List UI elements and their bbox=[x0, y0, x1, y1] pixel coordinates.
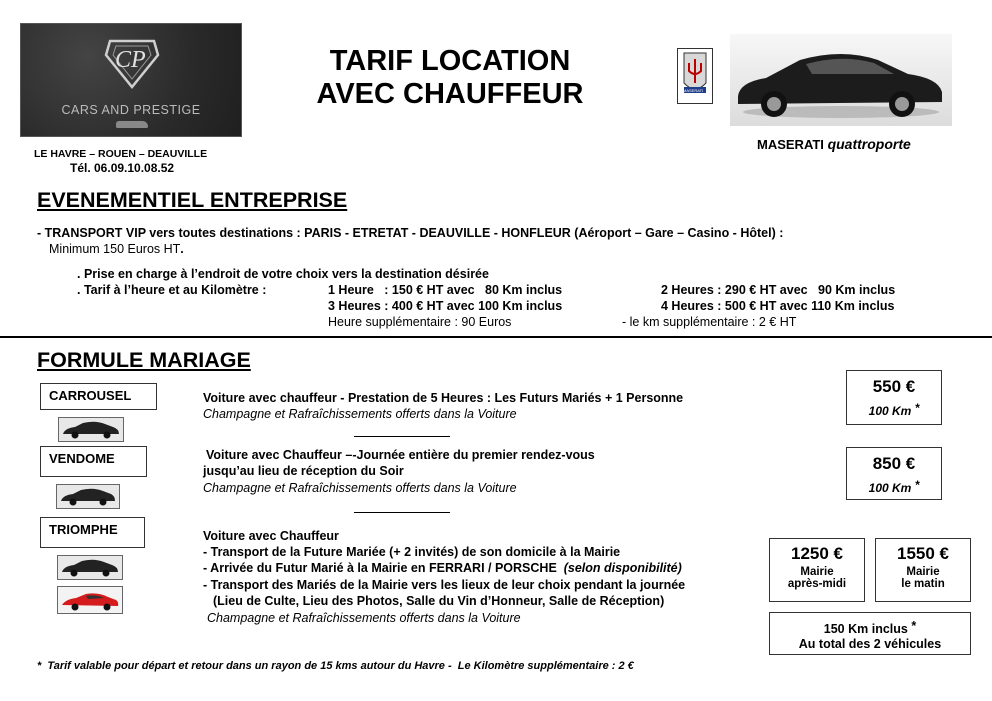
rate-4h: 4 Heures : 500 € HT avec 110 Km inclus bbox=[661, 299, 895, 313]
carrousel-star: * bbox=[914, 401, 920, 415]
ferrari-thumbnail bbox=[57, 586, 123, 614]
price-morning-label-2: le matin bbox=[901, 578, 945, 590]
triomphe-km-line-1 bbox=[770, 619, 970, 636]
rate-label: . Tarif à l’heure et au Kilomètre : bbox=[77, 283, 267, 297]
vendome-km bbox=[847, 478, 941, 495]
price-afternoon-label-2: après-midi bbox=[787, 578, 847, 590]
triomphe-km-value: 150 Km inclus bbox=[823, 622, 908, 636]
logo-monogram: CP bbox=[115, 47, 146, 73]
minimum-text: Minimum 150 Euros HT. bbox=[49, 242, 184, 256]
car-icon bbox=[116, 121, 148, 128]
triomphe-line-3 bbox=[203, 561, 682, 575]
separator bbox=[354, 512, 450, 513]
carrousel-km bbox=[847, 401, 941, 418]
vendome-price: 850 € bbox=[872, 454, 916, 473]
maserati-logo bbox=[677, 48, 713, 104]
car-caption bbox=[757, 136, 911, 152]
package-triomphe: TRIOMPHE bbox=[40, 517, 145, 548]
car-make: MASERATI bbox=[757, 137, 824, 152]
price-morning-label-1: Mairie bbox=[906, 566, 940, 578]
price-afternoon-label-1: Mairie bbox=[800, 566, 834, 578]
minimum-value: Minimum 150 Euros HT bbox=[49, 242, 181, 256]
triomphe-line-3-text: - Arrivée du Futur Marié à la Mairie en FERRARI / PORSCHE bbox=[203, 561, 557, 575]
rate-3h: 3 Heures : 400 € HT avec 100 Km inclus bbox=[328, 299, 563, 313]
car-model: quattroporte bbox=[827, 136, 911, 152]
rate-1h: 1 Heure : 150 € HT avec 80 Km inclus bbox=[328, 283, 563, 297]
service-cities: LE HAVRE – ROUEN – DEAUVILLE bbox=[34, 148, 208, 160]
title-line-1: TARIF LOCATION bbox=[329, 45, 571, 77]
triomphe-line-4: - Transport des Mariés de la Mairie vers les lieux de leur choix pendant la journée bbox=[203, 578, 686, 592]
carrousel-price-box bbox=[846, 370, 942, 425]
page-title bbox=[290, 45, 610, 111]
logo-brand: CARS AND PRESTIGE bbox=[61, 103, 201, 117]
triomphe-line-5: (Lieu de Culte, Lieu des Photos, Salle du Vin d’Honneur, Salle de Réception) bbox=[213, 594, 665, 608]
triomphe-availability: (selon disponibilité) bbox=[563, 561, 682, 575]
triomphe-price-afternoon bbox=[769, 538, 865, 602]
rate-2h: 2 Heures : 290 € HT avec 90 Km inclus bbox=[661, 283, 896, 297]
extra-km: - le km supplémentaire : 2 € HT bbox=[622, 315, 797, 329]
maserati-badge-text: MASERATI bbox=[683, 88, 704, 93]
package-carrousel: CARROUSEL bbox=[40, 383, 157, 410]
vendome-km-value: 100 Km bbox=[868, 481, 912, 495]
corporate-heading: EVENEMENTIEL ENTREPRISE bbox=[37, 188, 348, 212]
triomphe-star: * bbox=[911, 619, 917, 633]
carrousel-note: Champagne et Rafraîchissements offerts dans la Voiture bbox=[203, 407, 517, 421]
phone-number: Tél. 06.09.10.08.52 bbox=[70, 161, 175, 175]
vendome-note: Champagne et Rafraîchissements offerts dans la Voiture bbox=[203, 481, 517, 495]
triomphe-km-box bbox=[769, 612, 971, 655]
vendome-star: * bbox=[914, 478, 920, 492]
wedding-heading: FORMULE MARIAGE bbox=[37, 348, 251, 372]
sedan-icon bbox=[59, 418, 123, 441]
package-vendome: VENDOME bbox=[40, 446, 147, 477]
carrousel-desc: Voiture avec chauffeur - Prestation de 5 Heures : Les Futurs Mariés + 1 Personne bbox=[203, 391, 684, 405]
vendome-price-box bbox=[846, 447, 942, 500]
vendome-desc-1: Voiture avec Chauffeur –-Journée entière du premier rendez-vous bbox=[206, 448, 595, 462]
footnote: * Tarif valable pour départ et retour dans un rayon de 15 kms autour du Havre - Le Kilomètre supplémentaire : 2 € bbox=[37, 660, 634, 672]
pickup-text: . Prise en charge à l’endroit de votre choix vers la destination désirée bbox=[77, 267, 489, 281]
sedan-icon bbox=[58, 556, 122, 579]
triomphe-line-1: Voiture avec Chauffeur bbox=[203, 529, 339, 543]
carrousel-km-value: 100 Km bbox=[868, 404, 912, 418]
trident-icon bbox=[678, 49, 712, 103]
triomphe-line-2: - Transport de la Future Mariée (+ 2 invités) de son domicile à la Mairie bbox=[203, 545, 621, 559]
separator bbox=[354, 436, 450, 437]
carrousel-price: 550 € bbox=[872, 377, 916, 396]
maserati-photo bbox=[730, 34, 952, 126]
title-line-2: AVEC CHAUFFEUR bbox=[316, 78, 584, 110]
vip-transport-text: - TRANSPORT VIP vers toutes destinations : PARIS - ETRETAT - DEAUVILLE - HONFLEUR (Aéroport – Gare – Casino - Hôtel) : bbox=[37, 226, 784, 240]
triomphe-note: Champagne et Rafraîchissements offerts dans la Voiture bbox=[207, 611, 521, 625]
extra-hour: Heure supplémentaire : 90 Euros bbox=[328, 315, 512, 329]
sports-car-icon bbox=[58, 587, 122, 613]
triomphe-price-morning bbox=[875, 538, 971, 602]
sedan-image bbox=[730, 34, 952, 126]
vendome-desc-2: jusqu’au lieu de réception du Soir bbox=[203, 464, 404, 478]
company-logo bbox=[20, 23, 242, 137]
car-thumbnail bbox=[58, 417, 124, 442]
section-divider bbox=[0, 336, 992, 338]
sedan-icon bbox=[57, 485, 119, 508]
price-morning: 1550 € bbox=[897, 544, 949, 563]
triomphe-km-line-2: Au total des 2 véhicules bbox=[798, 637, 942, 651]
price-afternoon: 1250 € bbox=[791, 544, 843, 563]
car-thumbnail bbox=[57, 555, 123, 580]
car-thumbnail bbox=[56, 484, 120, 509]
